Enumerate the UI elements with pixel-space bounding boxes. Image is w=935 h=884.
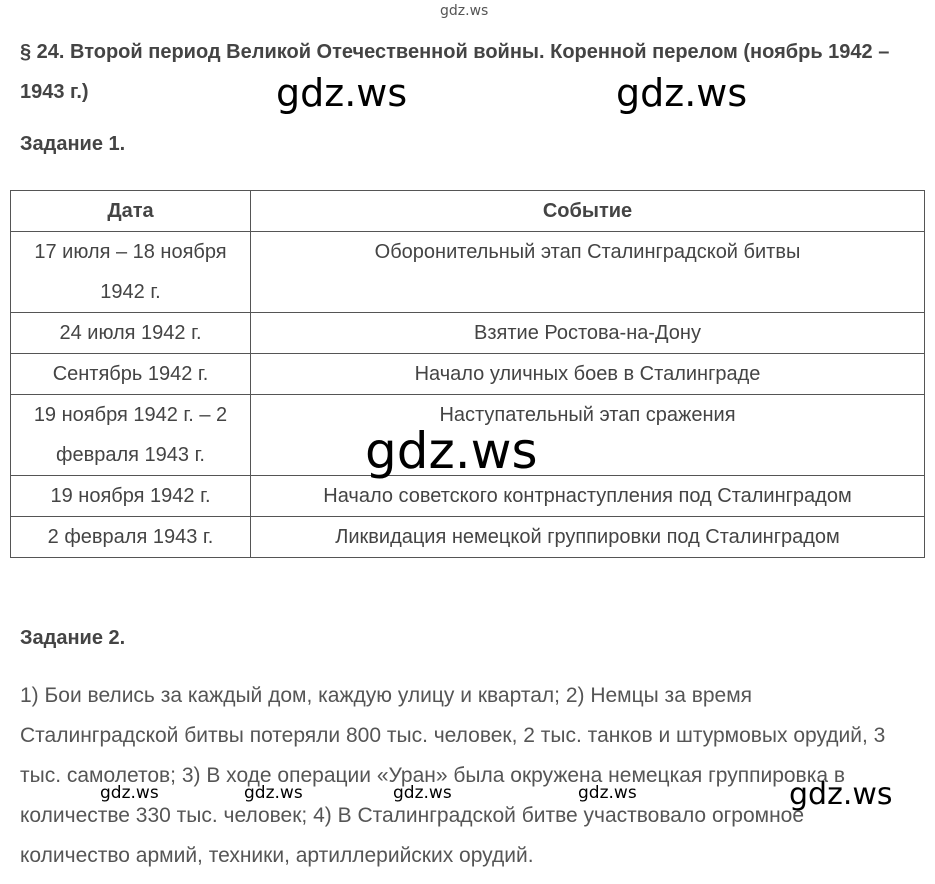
column-header-event: Событие	[251, 191, 925, 232]
watermark-logo: gdz.ws	[276, 71, 408, 115]
watermark-logo: gdz.ws	[578, 783, 637, 803]
task-1-heading: Задание 1.	[20, 133, 126, 155]
event-cell: Ликвидация немецкой группировки под Сталинградом	[251, 517, 925, 558]
event-cell: Оборонительный этап Сталинградской битвы	[251, 232, 925, 313]
date-cell: 19 ноября 1942 г. – 2 февраля 1943 г.	[11, 395, 251, 476]
page-title: § 24. Второй период Великой Отечественной войны. Коренной перелом (ноябрь 1942 – 1943 г.)	[20, 41, 890, 103]
event-cell: Взятие Ростова-на-Дону	[251, 313, 925, 354]
date-cell: 17 июля – 18 ноября 1942 г.	[11, 232, 251, 313]
task-2-heading: Задание 2.	[20, 627, 126, 649]
date-cell: Сентябрь 1942 г.	[11, 354, 251, 395]
date-cell: 24 июля 1942 г.	[11, 313, 251, 354]
table-row	[11, 476, 925, 517]
date-cell: 19 ноября 1942 г.	[11, 476, 251, 517]
table-row	[11, 232, 925, 313]
table-row	[11, 354, 925, 395]
watermark-logo: gdz.ws	[393, 783, 452, 803]
table-row	[11, 313, 925, 354]
date-cell: 2 февраля 1943 г.	[11, 517, 251, 558]
table-header-row	[11, 191, 925, 232]
event-cell: Начало советского контрнаступления под Сталинградом	[251, 476, 925, 517]
watermark-logo: gdz.ws	[365, 422, 538, 480]
watermark-logo: gdz.ws	[616, 71, 748, 115]
events-table	[10, 190, 925, 558]
task-2-answer-text: 1) Бои велись за каждый дом, каждую улицу и квартал; 2) Немцы за время Сталинградской битвы потеряли 800 тыс. человек, 2 тыс. танков и штурмовых орудий, 3 тыс. самолетов; 3) В ходе операции «Уран» была окружена немецкая группировка в количестве 330 тыс. человек; 4) В Сталинградской битве участвовало огромное количество армий, техники, артиллерийских орудий.	[20, 684, 886, 867]
table-row	[11, 517, 925, 558]
event-cell: Начало уличных боев в Сталинграде	[251, 354, 925, 395]
watermark-logo: gdz.ws	[244, 783, 303, 803]
event-cell: Наступательный этап сражения	[251, 395, 925, 476]
watermark-logo: gdz.ws	[789, 777, 893, 812]
watermark-logo: gdz.ws	[440, 3, 489, 19]
watermark-logo: gdz.ws	[100, 783, 159, 803]
column-header-date: Дата	[11, 191, 251, 232]
